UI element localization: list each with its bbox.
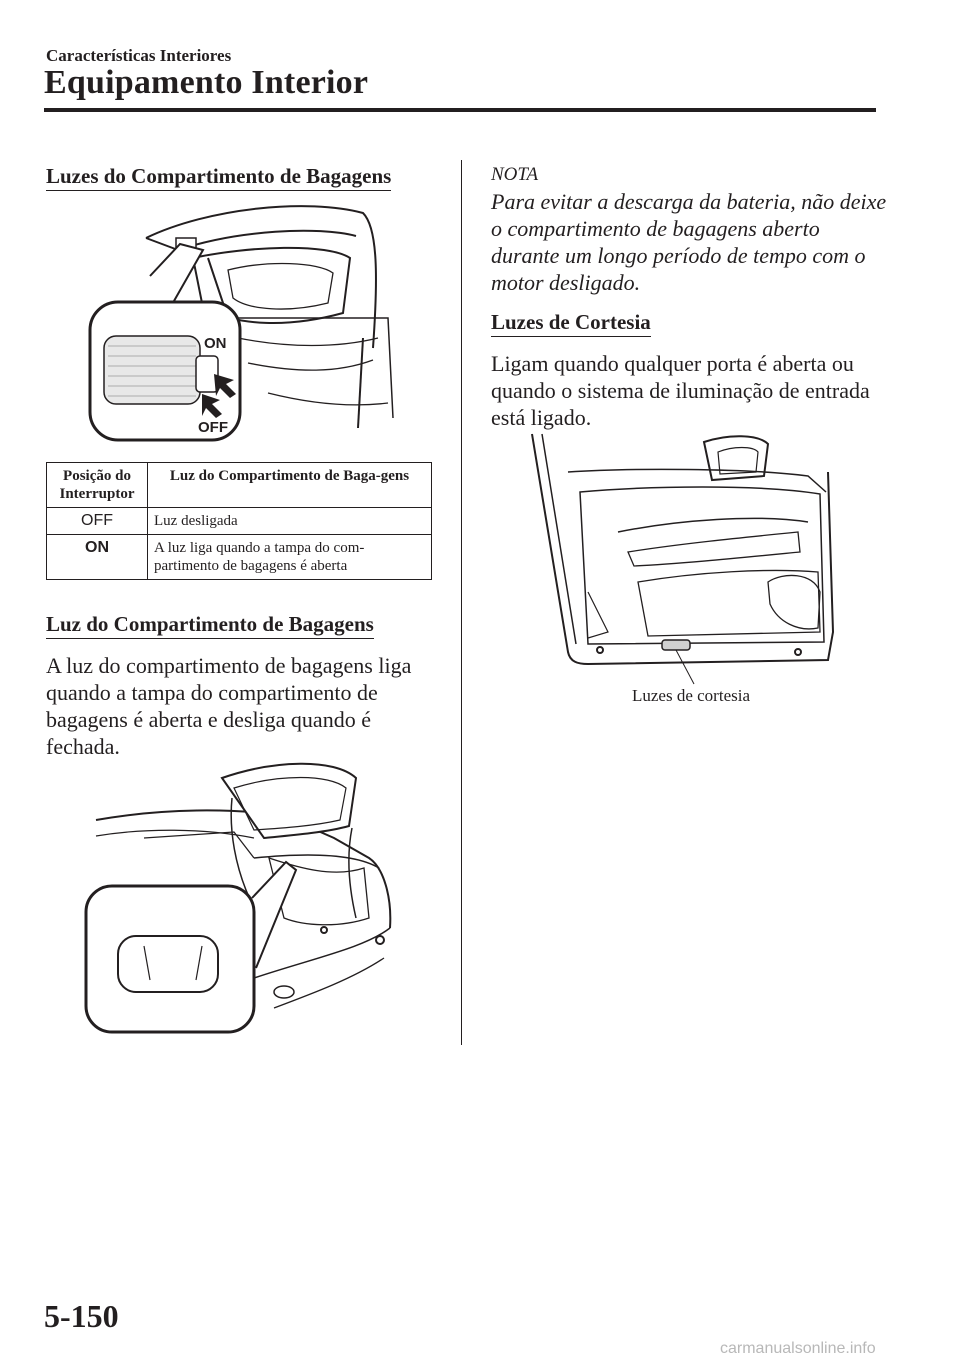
chapter-title: Equipamento Interior bbox=[44, 64, 369, 101]
table-header-light: Luz do Compartimento de Baga-gens bbox=[148, 463, 432, 508]
column-divider bbox=[461, 160, 462, 1045]
table-row bbox=[47, 508, 432, 535]
switch-off-label: OFF bbox=[198, 419, 228, 436]
table-cell-description: Luz desligada bbox=[148, 508, 432, 535]
note-text: Para evitar a descarga da bateria, não deixe o compartimento de bagagens aberto durante um longo período de tempo com o motor desligado. bbox=[491, 189, 887, 295]
trunk-light-switch-figure bbox=[88, 198, 398, 444]
table-header-row bbox=[47, 463, 432, 508]
table-header-position: Posição do Interruptor bbox=[47, 463, 148, 508]
table-cell-position: ON bbox=[47, 535, 148, 580]
table-row bbox=[47, 535, 432, 580]
trunk-light-location-figure bbox=[84, 758, 396, 1038]
courtesy-lights-paragraph: Ligam quando qualquer porta é aberta ou quando o sistema de iluminação de entrada está ligado. bbox=[491, 351, 870, 430]
table-cell-description: A luz liga quando a tampa do com-partimento de bagagens é aberta bbox=[148, 535, 432, 580]
switch-position-table bbox=[46, 462, 432, 580]
trunk-light-paragraph: A luz do compartimento de bagagens liga quando a tampa do compartimento de bagagens é aberta e desliga quando é fechada. bbox=[46, 653, 412, 759]
note-label: NOTA bbox=[491, 164, 539, 185]
page-number: 5-150 bbox=[44, 1298, 119, 1334]
running-head: Características Interiores bbox=[46, 46, 232, 65]
courtesy-light-door-figure bbox=[528, 432, 840, 688]
watermark[interactable]: carmanualsonline.info bbox=[720, 1340, 876, 1357]
subsection-heading-trunk-light: Luz do Compartimento de Bagagens bbox=[46, 612, 374, 639]
courtesy-lights-caption: Luzes de cortesia bbox=[632, 686, 750, 705]
table-cell-position: OFF bbox=[47, 508, 148, 535]
switch-on-label: ON bbox=[204, 335, 227, 352]
header-rule bbox=[44, 108, 876, 112]
subsection-heading-courtesy-lights: Luzes de Cortesia bbox=[491, 310, 651, 337]
section-heading: Luzes do Compartimento de Bagagens bbox=[46, 164, 391, 191]
